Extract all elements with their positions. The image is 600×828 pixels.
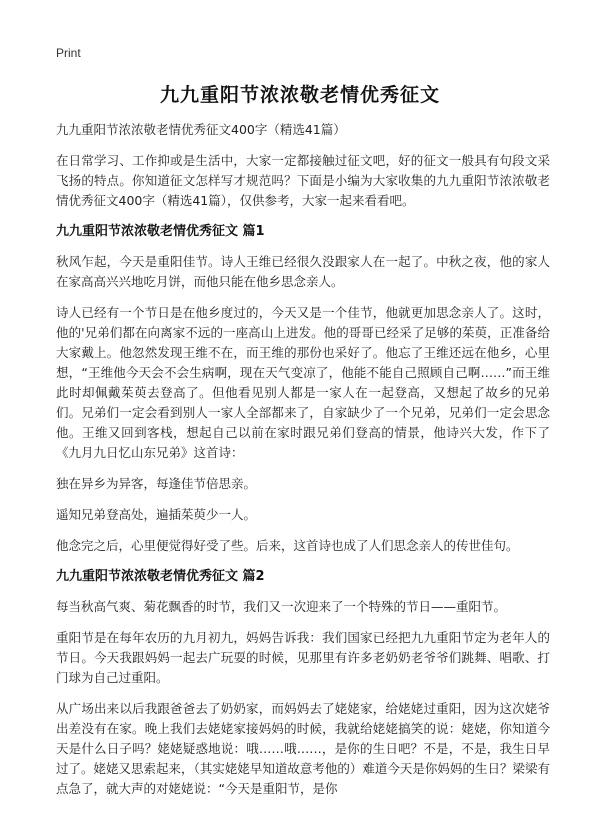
poem-line: 遥知兄弟登高处，遍插茱萸少一人。 [56, 507, 257, 522]
paragraph: 他念完之后，心里便觉得好受了些。后来，这首诗也成了人们思念亲人的传世佳句。 [56, 538, 519, 553]
paragraph: 每当秋高气爽、菊花飘香的时节，我们又一次迎来了一个特殊的节日——重阳节。 [56, 599, 507, 614]
paragraph: 秋风乍起，今天是重阳佳节。诗人王维已经很久没跟家人在一起了。中秋之夜，他的家人在家高高兴兴地吃月饼，而他只能在他乡思念亲人。 [56, 254, 550, 289]
intro-paragraph: 在日常学习、工作抑或是生活中，大家一定都接触过征文吧，好的征文一般具有句段文采飞扬的特点。你知道征文怎样写才规范吗？下面是小编为大家收集的九九重阳节浓浓敬老情优秀征文400字（精选41篇），仅供参考，大家一起来看看吧。 [56, 153, 550, 208]
paragraph: 重阳节是在每年农历的九月初九，妈妈告诉我：我们国家已经把九九重阳节定为老年人的节日。今天我跟妈妈一起去广玩耍的时候，见那里有许多老奶奶老爷爷们跳舞、唱歌、打门球为自己过重阳。 [56, 630, 550, 685]
section-heading-2: 九九重阳节浓浓敬老情优秀征文 篇2 [56, 569, 265, 584]
paragraph: 诗人已经有一个节日是在他乡度过的，今天又是一个佳节，他就更加思念亲人了。这时，他的'兄弟们都在向离家不远的一座高山上进发。他的哥哥已经采了足够的茱萸，正准备给大家戴上。他忽然发现王维不在，而王维的那份也采好了。他忘了王维还远在他乡，心里想，“王维他今天会不会生病啊，现在天气变凉了，他能不能自己照顾自己啊……”而王维此时却佩戴茱萸去登高了。但他看见别人都是一家人在一起登高，又想起了故乡的兄弟们。兄弟们一定会看到别人一家人全部都来了，自家缺少了一个兄弟，兄弟们一定会思念他。王维又回到客栈，想起自己以前在家时跟兄弟们登高的情景，他诗兴大发，作下了《九月九日忆山东兄弟》这首诗： [56, 305, 550, 460]
paragraph: 从广场出来以后我跟爸爸去了奶奶家，而妈妈去了姥姥家，给姥姥过重阳，因为这次姥爷出差没有在家。晚上我们去姥姥家接妈妈的时候，我就给姥姥搞笑的说：姥姥，你知道今天是什么日子吗？姥姥疑惑地说：哦……哦……，是你的生日吧？不是，不是，我生日早过了。姥姥又思索起来，（其实姥姥早知道故意考他的）难道今天是你妈妈的生日？梁梁有点急了，就大声的对姥姥说：“今天是重阳节，是你 [56, 701, 550, 796]
page-title: 九九重阳节浓浓敬老情优秀征文 [159, 84, 440, 106]
poem-line: 独在异乡为异客，每逢佳节倍思亲。 [56, 476, 257, 491]
article-body [56, 120, 550, 810]
section-heading-1: 九九重阳节浓浓敬老情优秀征文 篇1 [56, 224, 265, 239]
print-label[interactable]: Print [56, 46, 81, 60]
article-subtitle: 九九重阳节浓浓敬老情优秀征文400字（精选41篇） [56, 122, 346, 137]
